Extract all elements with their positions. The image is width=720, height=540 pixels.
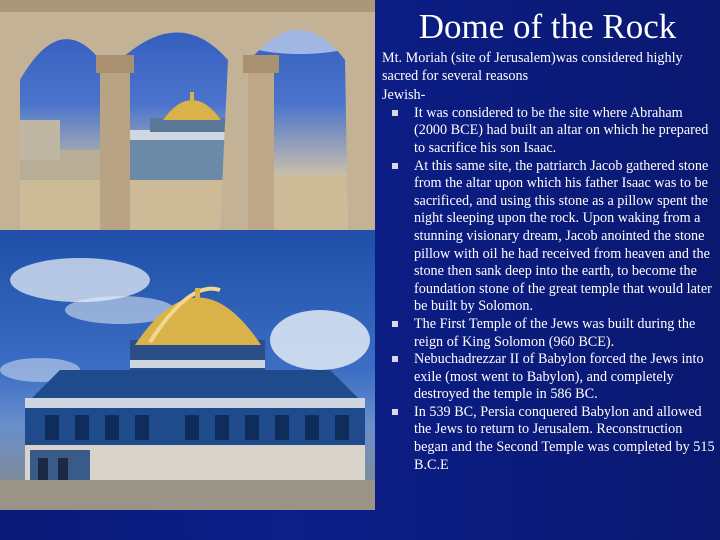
bullet-text: Nebuchadrezzar II of Babylon forced the Jews into exile (most went to Babylon), and completely destroyed the temple in 586 BC. <box>414 351 704 403</box>
square-bullet-icon <box>392 163 398 169</box>
list-item <box>382 105 717 158</box>
list-item <box>382 158 717 316</box>
list-item <box>382 351 717 404</box>
square-bullet-icon <box>392 321 398 327</box>
bullet-text: It was considered to be the site where Abraham (2000 BCE) had built an altar on which he prepared to sacrifice his son Isaac. <box>414 104 709 156</box>
slide-title: Dome of the Rock <box>418 7 677 46</box>
top-photo <box>0 0 375 230</box>
dome-of-the-rock-photo-icon <box>0 230 375 510</box>
intro-text: Mt. Moriah (site of Jerusalem)was considered highly sacred for several reasons <box>382 50 683 84</box>
dome-through-arches-photo-icon <box>0 0 375 230</box>
square-bullet-icon <box>392 356 398 362</box>
square-bullet-icon <box>392 409 398 415</box>
square-bullet-icon <box>392 110 398 116</box>
slide-content <box>382 50 717 474</box>
bullet-list <box>382 105 717 474</box>
bullet-text: At this same site, the patriarch Jacob gathered stone from the altar upon which his father Isaac was to be sacrificed, and using this stone as a pillow spent the night sleeping upon the rock. Upon waking from a stunning visionary dream, Jacob anointed the stone pillow with oil he had received from heaven and the stone then sank deep into the earth, to become the foundation stone of the great temple that would later be built by Solomon. <box>414 157 712 315</box>
bottom-photo <box>0 230 375 510</box>
list-item <box>382 316 717 351</box>
bullet-text: The First Temple of the Jews was built during the reign of King Solomon (960 BCE). <box>414 315 696 350</box>
section-label: Jewish- <box>382 87 426 104</box>
list-item <box>382 404 717 474</box>
bullet-text: In 539 BC, Persia conquered Babylon and allowed the Jews to return to Jerusalem. Reconstruction began and the Second Temple was completed by 515 B.C.E <box>414 403 715 473</box>
